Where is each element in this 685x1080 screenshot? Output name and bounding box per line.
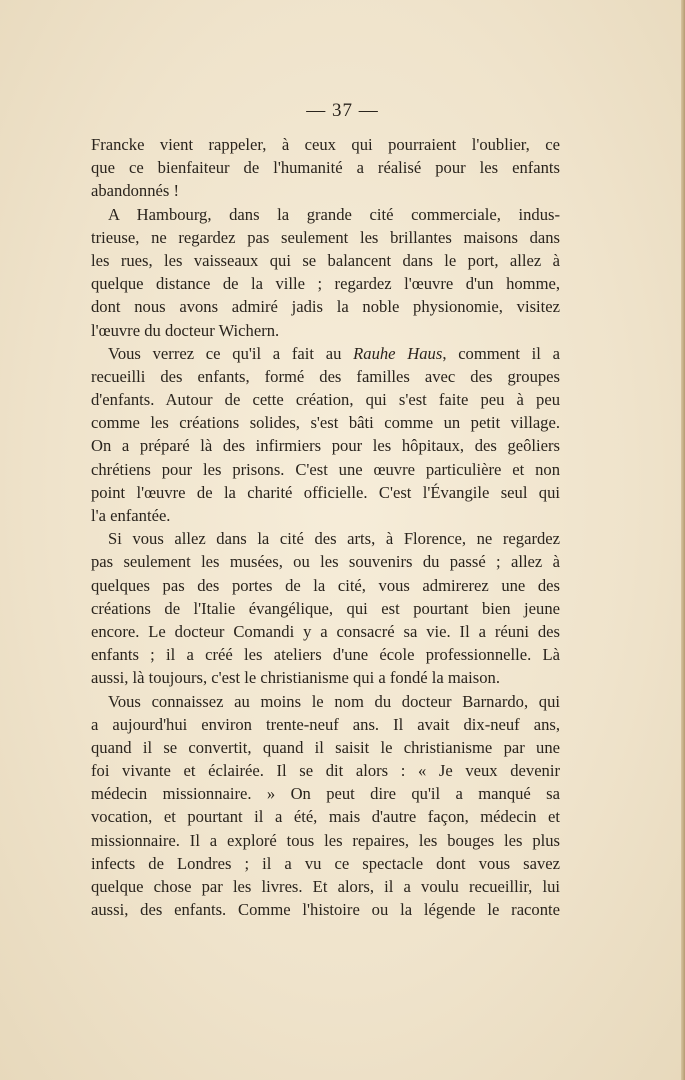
text-line: chrétiens pour les prisons. C'est une œuvre particulière et non: [91, 459, 560, 479]
text-line: encore. Le docteur Comandi y a consacré sa vie. Il a réuni des: [91, 621, 560, 641]
body-text: [91, 133, 560, 921]
text-line: foi vivante et éclairée. Il se dit alors : « Je veux devenir: [91, 761, 560, 781]
text-line: quand il se convertit, quand il saisit le christianisme par une: [91, 737, 560, 757]
text-line: missionnaire. Il a exploré tous les repaires, les bouges les plus: [91, 830, 560, 850]
text-line: On a préparé là des infirmiers pour les hôpitaux, des geôliers: [91, 436, 560, 456]
text-line: pas seulement les musées, ou les souvenirs du passé ; allez à: [91, 552, 560, 572]
text-line: que ce bienfaiteur de l'humanité a réalisé pour les enfants: [91, 158, 560, 178]
text-line: créations de l'Italie évangélique, qui est pourtant bien jeune: [91, 598, 560, 618]
text-line: Francke vient rappeler, à ceux qui pourraient l'oublier, ce: [91, 135, 560, 154]
text-line: aussi, des enfants. Comme l'histoire ou la légende le raconte: [91, 900, 560, 920]
text-line: Vous connaissez au moins le nom du docteur Barnardo, qui: [108, 691, 560, 711]
text-line: dont nous avons admiré jadis la noble physionomie, visitez: [91, 297, 560, 317]
text-line: quelque distance de la ville ; regardez l'œuvre d'un homme,: [91, 274, 560, 294]
text-line: vocation, et pourtant il a été, mais d'autre façon, médecin et: [91, 807, 560, 827]
text-line: médecin missionnaire. » On peut dire qu'il a manqué sa: [91, 784, 560, 804]
text-line: aussi, là toujours, c'est le christianisme qui a fondé la maison.: [91, 668, 500, 688]
text-line: infects de Londres ; il a vu ce spectacle dont vous savez: [91, 853, 560, 873]
text-line: A Hambourg, dans la grande cité commerciale, indus-: [108, 204, 560, 224]
page-edge: [681, 0, 685, 1080]
page-number: — 37 —: [306, 100, 379, 121]
text-line: point l'œuvre de la charité officielle. C'est l'Évangile seul qui: [91, 482, 560, 502]
text-line: d'enfants. Autour de cette création, qui s'est faite peu à peu: [91, 390, 560, 410]
text-line: comme les créations solides, s'est bâti comme un petit village.: [91, 413, 560, 433]
text-line: a aujourd'hui environ trente-neuf ans. Il avait dix-neuf ans,: [91, 714, 560, 734]
text-line: quelques pas des portes de la cité, vous admirerez une des: [91, 575, 560, 595]
text-line: l'a enfantée.: [91, 506, 171, 525]
text-line: les rues, les vaisseaux qui se balancent dans le port, allez à: [91, 250, 560, 270]
text-line: Si vous allez dans la cité des arts, à Florence, ne regardez: [108, 529, 560, 549]
text-line: Vous verrez ce qu'il a fait au Rauhe Haus, comment il a: [108, 343, 560, 363]
text-line: trieuse, ne regardez pas seulement les brillantes maisons dans: [91, 227, 560, 247]
text-line: quelque chose par les livres. Et alors, il a voulu recueillir, lui: [91, 877, 560, 896]
text-line: abandonnés !: [91, 181, 180, 201]
text-line: l'œuvre du docteur Wichern.: [91, 320, 280, 340]
text-line: enfants ; il a créé les ateliers d'une école professionnelle. Là: [91, 645, 560, 665]
text-line: recueilli des enfants, formé des familles avec des groupes: [91, 366, 560, 386]
